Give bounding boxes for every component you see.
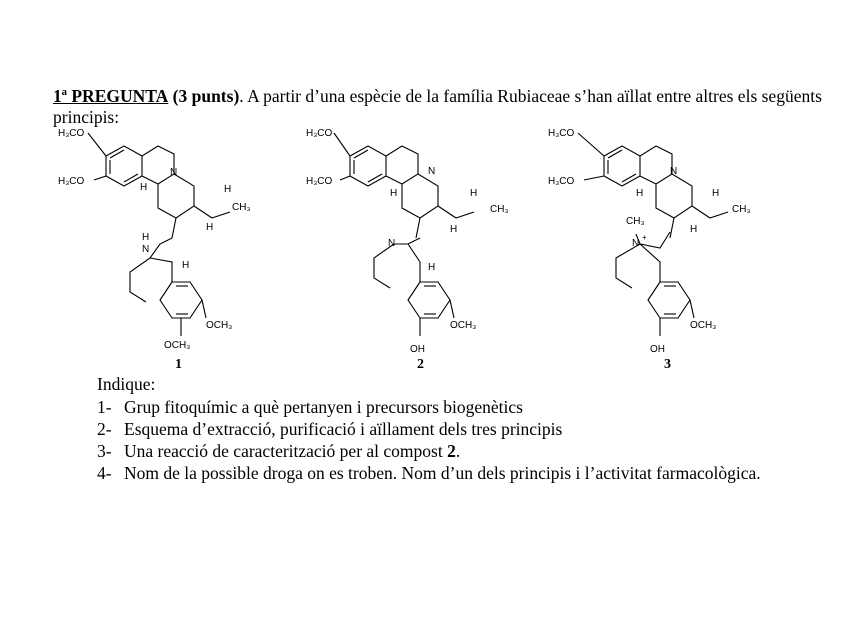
list-item-text	[124, 440, 460, 462]
c2-oh: OH	[410, 344, 425, 355]
c3-nplus: N	[632, 238, 640, 249]
list-item-text: Grup fitoquímic a què pertanyen i precursors biogenètics	[124, 397, 523, 417]
question-text: . A partir d’una espècie de la família Rubiaceae s’han aïllat entre altres els següents principis:	[53, 86, 822, 127]
c3-ch3: CH₃	[732, 204, 751, 215]
c3-plus: +	[642, 233, 647, 242]
c3-h3co-bottom: H₃CO	[548, 176, 575, 187]
compound-3	[548, 128, 751, 372]
c3-h1: H	[636, 188, 644, 199]
c3-h3: H	[690, 224, 698, 235]
question-label: 1ª PREGUNTA	[53, 86, 169, 106]
compound-2	[306, 128, 509, 372]
c2-n: N	[428, 166, 436, 177]
c1-och3-b: OCH₃	[164, 340, 191, 351]
list-item-text: Esquema d’extracció, purificació i aïllament dels tres principis	[124, 419, 563, 439]
compound-1-number: 1	[175, 357, 182, 372]
c1-h3: H	[206, 222, 214, 233]
c3-n: N	[670, 166, 678, 177]
c1-ch3: CH₃	[232, 202, 251, 213]
c2-h3co-bottom: H₃CO	[306, 176, 333, 187]
c3-och3: OCH₃	[690, 320, 717, 331]
list-item	[97, 396, 761, 418]
list-item	[97, 440, 761, 462]
c1-nh-n: N	[142, 244, 150, 255]
list-item-bold: 2	[447, 441, 456, 461]
c1-nh-h: H	[142, 232, 150, 243]
c1-h1: H	[140, 182, 148, 193]
c3-h3co-top: H₃CO	[548, 128, 575, 139]
list-item-number: 1-	[97, 397, 112, 417]
c2-ch3: CH₃	[490, 204, 509, 215]
c2-h1: H	[390, 188, 398, 199]
c1-h3co-top: H₃CO	[58, 128, 85, 139]
list-item-number: 4-	[97, 463, 112, 483]
list-item-number: 2-	[97, 419, 112, 439]
list-item-text: Nom de la possible droga on es troben. Nom d’un dels principis i l’activitat farmacològica.	[124, 463, 761, 483]
c1-h3co-bottom: H₃CO	[58, 176, 85, 187]
c3-nch3: CH₃	[626, 216, 645, 227]
list-item-text-after: .	[455, 441, 461, 461]
c3-oh: OH	[650, 344, 665, 355]
list-item-text-before: Una reacció de caracterització per al compost	[124, 441, 448, 461]
c3-h2: H	[712, 188, 720, 199]
c1-h2: H	[224, 184, 232, 195]
list-item	[97, 418, 761, 440]
c2-h3co-top: H₃CO	[306, 128, 333, 139]
c1-h4: H	[182, 260, 190, 271]
c2-och3: OCH₃	[450, 320, 477, 331]
c2-h3: H	[450, 224, 458, 235]
c2-n2: N	[388, 238, 396, 249]
indique-heading: Indique:	[97, 374, 156, 394]
list-item-number: 3-	[97, 441, 112, 461]
c2-h2: H	[470, 188, 478, 199]
question-list	[97, 396, 761, 484]
compound-2-number: 2	[417, 357, 424, 372]
compound-1	[58, 128, 251, 372]
chemical-structures	[0, 122, 848, 374]
compound-3-number: 3	[664, 357, 671, 372]
c1-n: N	[170, 167, 178, 178]
c2-h4: H	[428, 262, 436, 273]
question-points: (3 punts)	[172, 86, 240, 106]
list-item	[97, 462, 761, 484]
c1-och3-a: OCH₃	[206, 320, 233, 331]
